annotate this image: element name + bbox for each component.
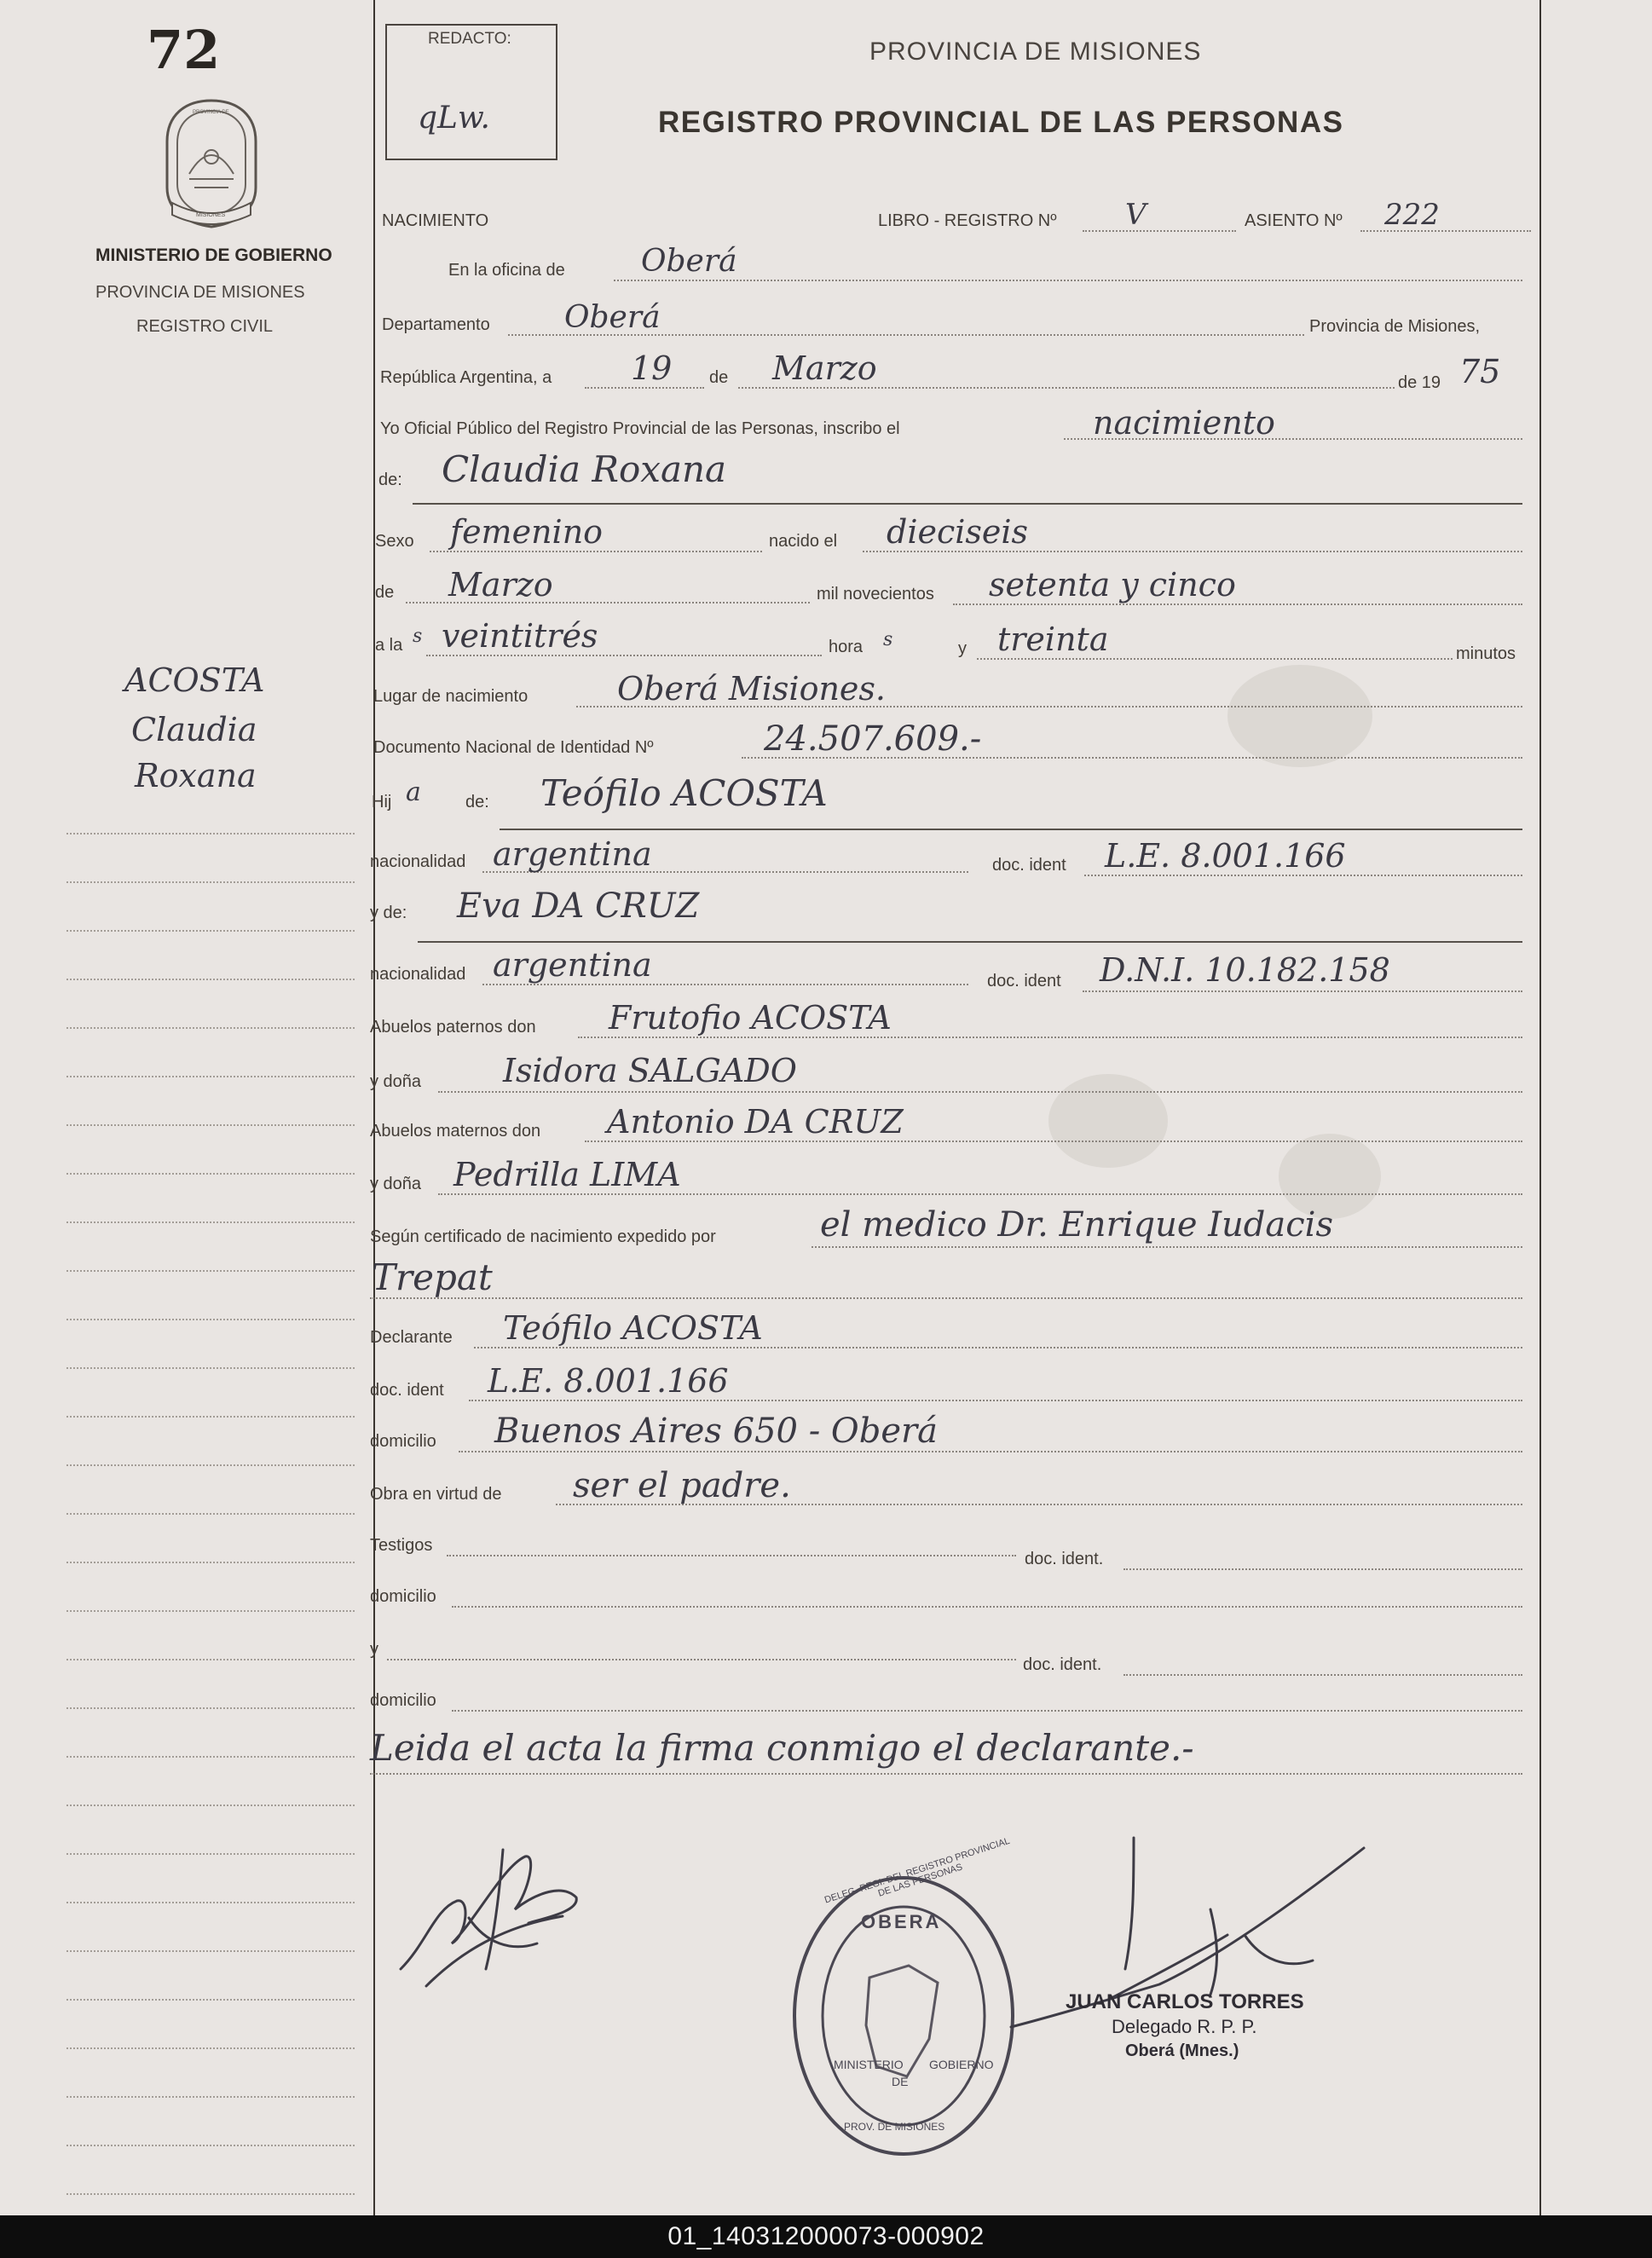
official-stamp [776, 1858, 1031, 2165]
asiento-label: ASIENTO Nº [1245, 211, 1343, 230]
paternal-grandfather-value: Frutofio ACOSTA [609, 999, 892, 1037]
doc-madre-label: doc. ident [987, 972, 1061, 990]
page-identifier: 01_140312000073-000902 [0, 2215, 1652, 2258]
sex-value: femenino [450, 513, 604, 551]
stamp-ministry-line2: DE [892, 2075, 909, 2088]
oficial-label: Yo Oficial Público del Registro Provincial de las Personas, inscribo el [380, 419, 900, 438]
hour-value: veintitrés [442, 617, 598, 655]
ministry-province: PROVINCIA DE MISIONES [95, 283, 305, 302]
minutos-label: minutos [1456, 644, 1516, 663]
a-la-label: a la [375, 636, 403, 655]
de-nombre-label: de: [378, 471, 402, 489]
father-doc-value: L.E. 8.001.166 [1105, 837, 1346, 875]
registry-title: REGISTRO PROVINCIAL DE LAS PERSONAS [658, 106, 1344, 139]
declarant-signature [375, 1816, 597, 2003]
sexo-label: Sexo [375, 532, 414, 551]
declarant-value: Teófilo ACOSTA [503, 1309, 763, 1347]
address-value: Buenos Aires 650 - Oberá [494, 1412, 938, 1451]
stamp-ministry-line3: GOBIERNO [929, 2058, 994, 2071]
hijo-label: Hij [372, 793, 392, 811]
declarante-label: Declarante [370, 1328, 453, 1347]
certificate-issuer-continued: Trepat [372, 1256, 493, 1298]
abuelos-paternos-label: Abuelos paternos don [370, 1018, 536, 1037]
hora-label: hora [829, 638, 864, 656]
provincial-emblem [155, 95, 268, 232]
y-testigo2-label: y [370, 1640, 378, 1659]
stamp-ministry-line1: MINISTERIO [834, 2058, 904, 2071]
minutes-value: treinta [997, 621, 1109, 658]
libro-value: V [1125, 198, 1147, 232]
doc-declarante-label: doc. ident [370, 1381, 444, 1400]
paternal-grandmother-value: Isidora SALGADO [503, 1052, 797, 1089]
ministry-name: MINISTERIO DE GOBIERNO [95, 245, 332, 265]
maternal-grandfather-value: Antonio DA CRUZ [607, 1103, 904, 1141]
stamp-arc-text: DELEG. REGI. DEL REGISTRO PROVINCIAL DE LAS PERSONAS [823, 1835, 1012, 1906]
father-value: Teófilo ACOSTA [540, 772, 828, 814]
republica-label: República Argentina, a [380, 368, 552, 387]
birth-day-words-value: dieciseis [887, 513, 1029, 551]
de-anio-label: de 19 [1398, 373, 1441, 392]
mother-nationality-value: argentina [493, 946, 652, 984]
certificado-label: Según certificado de nacimiento expedido por [370, 1227, 716, 1246]
reading-statement: Leida el acta la firma conmigo el declarante.- [370, 1727, 1194, 1769]
margin-note-second-name: Roxana [135, 757, 257, 794]
a-la-s-mark: s [413, 626, 423, 647]
nacionalidad-madre-label: nacionalidad [370, 965, 466, 984]
stamp-city: OBERA [861, 1911, 942, 1932]
y-label: y [958, 639, 967, 658]
acting-as-value: ser el padre. [573, 1466, 791, 1505]
de-mes-label: de [375, 583, 395, 602]
official-title: Delegado R. P. P. [1112, 2016, 1257, 2037]
hijo-de-label: de: [465, 793, 489, 811]
dni-label: Documento Nacional de Identidad Nº [373, 738, 654, 757]
official-name: JUAN CARLOS TORRES [1066, 1990, 1304, 2013]
declarant-doc-value: L.E. 8.001.166 [488, 1362, 729, 1400]
redacto-label: REDACTO: [428, 30, 511, 48]
hora-s-mark: s [883, 629, 893, 650]
province-title: PROVINCIA DE MISIONES [869, 38, 1202, 66]
oficina-value: Oberá [641, 244, 737, 279]
birth-month-words-value: Marzo [448, 566, 553, 603]
oficina-label: En la oficina de [448, 261, 565, 280]
testigos-label: Testigos [370, 1536, 433, 1555]
asiento-value: 222 [1384, 198, 1440, 232]
birth-day-value: 19 [631, 349, 673, 387]
abuelos-maternos-label: Abuelos maternos don [370, 1122, 541, 1141]
departamento-label: Departamento [382, 315, 490, 334]
domicilio-label: domicilio [370, 1432, 436, 1451]
name-value: Claudia Roxana [442, 448, 727, 490]
birthplace-value: Oberá Misiones. [617, 670, 887, 707]
emblem-bottom-text: MISIONES [196, 212, 226, 218]
redacto-initials: qLw. [418, 101, 490, 136]
mil-label: mil novecientos [817, 585, 934, 603]
father-nationality-value: argentina [493, 835, 652, 873]
birth-year-words-value: setenta y cinco [989, 566, 1236, 603]
margin-note-surname: ACOSTA [124, 661, 265, 699]
dona-paterna-label: y doña [370, 1072, 422, 1091]
maternal-grandmother-value: Pedrilla LIMA [453, 1156, 681, 1193]
mother-value: Eva DA CRUZ [457, 886, 700, 926]
obra-label: Obra en virtud de [370, 1485, 502, 1504]
birth-month-value: Marzo [772, 349, 877, 387]
nacimiento-label: NACIMIENTO [382, 211, 489, 230]
lugar-label: Lugar de nacimiento [373, 687, 529, 706]
page-number: 72 [147, 19, 221, 81]
birth-year-value: 75 [1459, 353, 1501, 390]
mother-doc-value: D.N.I. 10.182.158 [1100, 951, 1390, 989]
provincia-label: Provincia de Misiones, [1309, 317, 1481, 336]
libro-label: LIBRO - REGISTRO Nº [878, 211, 1057, 230]
y-de-madre-label: y de: [370, 904, 407, 922]
domicilio-testigo2-label: domicilio [370, 1691, 436, 1710]
margin-note-first-name: Claudia [131, 711, 257, 748]
emblem-top-text: PROVINCIA DE [193, 110, 229, 115]
dona-materna-label: y doña [370, 1175, 422, 1193]
departamento-value: Oberá [564, 300, 661, 335]
ministry-registry: REGISTRO CIVIL [136, 317, 274, 336]
domicilio-testigo1-label: domicilio [370, 1587, 436, 1606]
de-label: de [709, 368, 729, 387]
nacido-label: nacido el [769, 532, 838, 551]
oficial-value: nacimiento [1093, 404, 1275, 442]
doc-testigo1-label: doc. ident. [1025, 1550, 1104, 1568]
doc-testigo2-label: doc. ident. [1023, 1655, 1102, 1674]
hijo-suffix: a [406, 777, 421, 807]
certificate-issuer-value: el medico Dr. Enrique Iudacis [820, 1205, 1333, 1244]
doc-padre-label: doc. ident [992, 856, 1066, 875]
dni-value: 24.507.609.- [764, 719, 982, 759]
official-place: Oberá (Mnes.) [1125, 2041, 1239, 2060]
nacionalidad-padre-label: nacionalidad [370, 852, 466, 871]
stamp-bottom-text: PROV. DE MISIONES [844, 2121, 945, 2133]
